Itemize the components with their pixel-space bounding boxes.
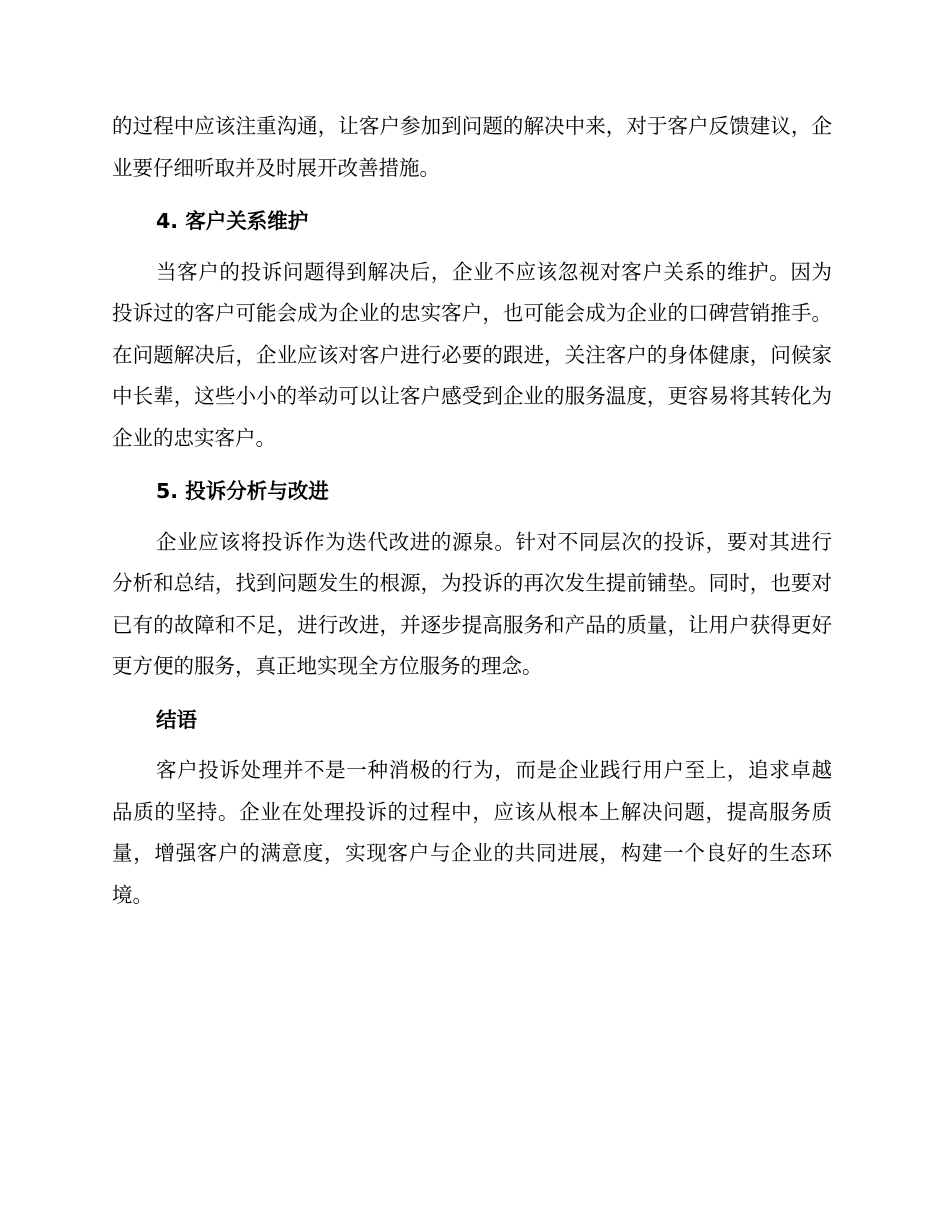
section-heading-4: 4. 客户关系维护 bbox=[156, 209, 309, 233]
intro-paragraph: 的过程中应该注重沟通，让客户参加到问题的解决中来，对于客户反馈建议，企业要仔细听取并及时展开改善措施。 bbox=[112, 114, 832, 180]
conclusion-body: 客户投诉处理并不是一种消极的行为，而是企业践行用户至上，追求卓越品质的坚持。企业在处理投诉的过程中，应该从根本上解决问题，提高服务质量，增强客户的满意度，实现客户与企业的共同进展，构建一个良好的生态环境。 bbox=[112, 758, 832, 907]
document-page bbox=[112, 106, 832, 916]
spacer bbox=[112, 513, 832, 522]
section-heading-5: 5. 投诉分析与改进 bbox=[156, 479, 329, 503]
spacer bbox=[112, 741, 832, 750]
spacer bbox=[112, 688, 832, 700]
spacer bbox=[112, 189, 832, 201]
section-body-5: 企业应该将投诉作为迭代改进的源泉。针对不同层次的投诉，要对其进行分析和总结，找到问题发生的根源，为投诉的再次发生提前铺垫。同时，也要对已有的故障和不足，进行改进，并逐步提高服务和产品的质量，让用户获得更好更方便的服务，真正地实现全方位服务的理念。 bbox=[112, 529, 832, 678]
spacer bbox=[112, 243, 832, 252]
section-body-4: 当客户的投诉问题得到解决后，企业不应该忽视对客户关系的维护。因为投诉过的客户可能会成为企业的忠实客户，也可能会成为企业的口碑营销推手。在问题解决后，企业应该对客户进行必要的跟进，关注客户的身体健康，问候家中长辈，这些小小的举动可以让客户感受到企业的服务温度，更容易将其转化为企业的忠实客户。 bbox=[112, 259, 832, 450]
spacer bbox=[112, 459, 832, 471]
conclusion-heading: 结语 bbox=[156, 707, 197, 732]
